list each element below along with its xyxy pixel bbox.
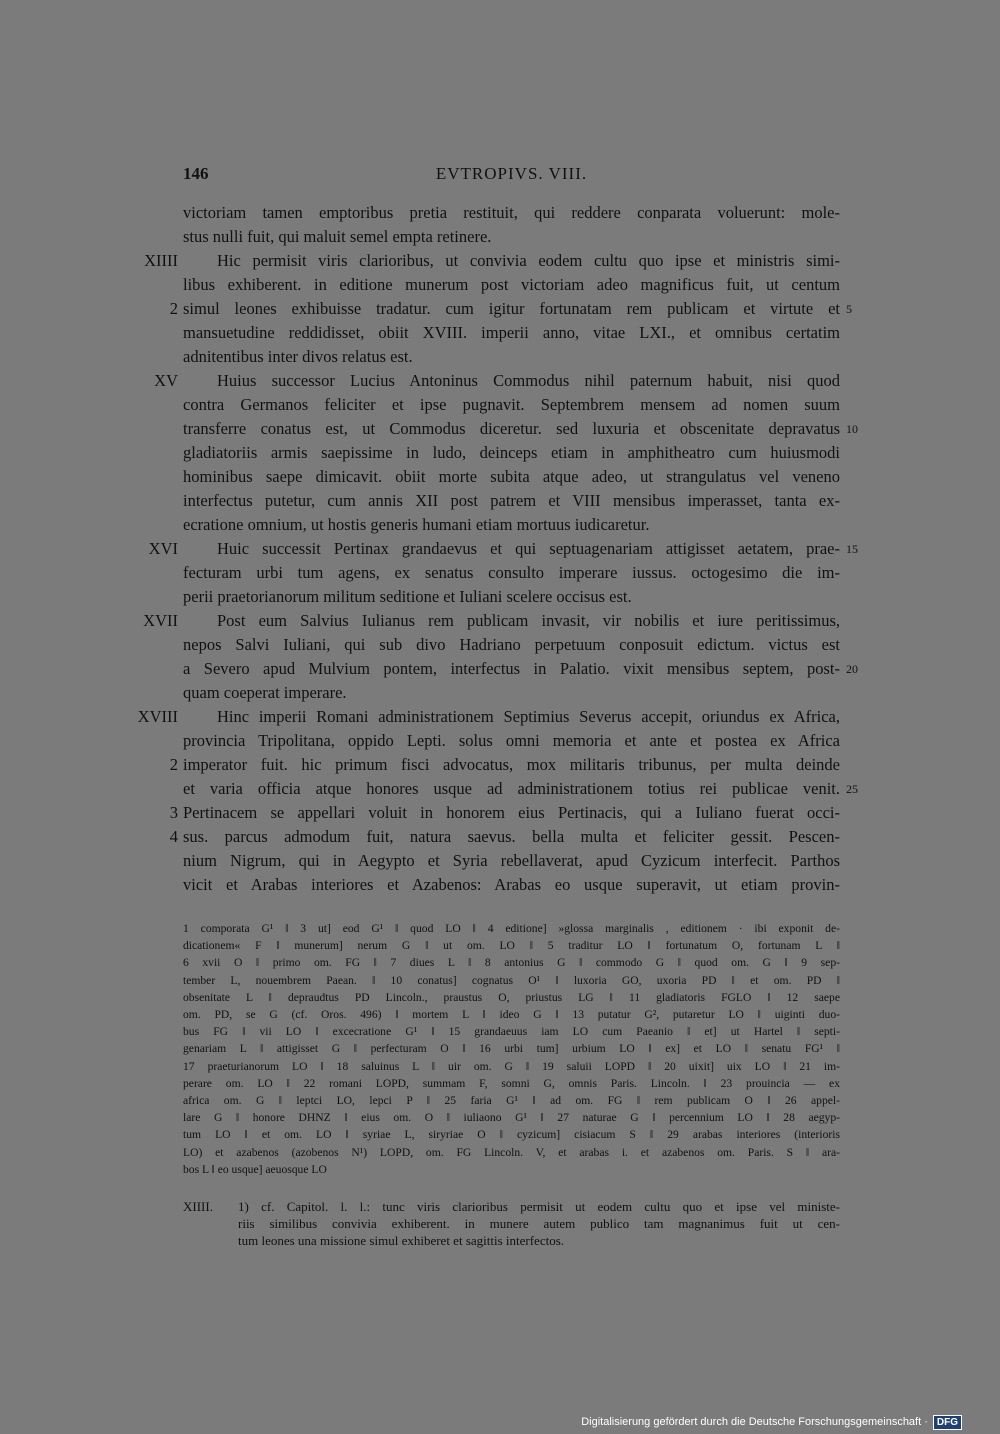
note-chapter-label: XIIII. [183, 1199, 213, 1214]
apparatus-line: bus FG ‖ vii LO ‖ excecratione G¹ ‖ 15 grandaeuus iam LO cum Paeanio ‖ et] ut Hartel ‖ septi- [183, 1025, 840, 1039]
apparatus-line: perare om. LO ‖ 22 romani LOPD, summam F, somni G, omnis Paris. Lincoln. ‖ 23 prouincia — ex [183, 1076, 840, 1090]
text-line: Hic permisit viris clarioribus, ut convivia eodem cultu quo ipse et ministris simi- [217, 251, 840, 270]
apparatus-line: LO) et azabenos (azobenos N¹) LOPD, om. FG Lincoln. V, et arabas i. et azabenos om. Paris. S ‖ ara- [183, 1145, 840, 1159]
text-line: ecratione omnium, ut hostis generis humani etiam mortuus iudicaretur. [183, 515, 650, 534]
text-line: gladiatoriis armis saepissime in ludo, deinceps etiam in amphitheatro cum huiusmodi [183, 443, 840, 462]
chapter-marker: XVI [148, 539, 178, 558]
text-line: simul leones exhibuisse tradatur. cum igitur fortunatam rem publicam et virtute et [183, 299, 840, 318]
apparatus-line: tember L, nouembrem Paean. ‖ 10 conatus] cognatus O¹ ‖ luxoria GO, uxoria PD ‖ et om. PD ‖ [183, 973, 840, 987]
chapter-marker: 3 [169, 803, 178, 822]
text-line: quam coeperat imperare. [183, 683, 347, 702]
text-line: et varia officia atque honores usque ad administrationem totius rei publicae venit. [183, 779, 840, 798]
text-line: stus nulli fuit, qui maluit semel empta retinere. [183, 227, 492, 246]
footer-text: Digitalisierung gefördert durch die Deutsche Forschungsgemeinschaft · [581, 1416, 928, 1428]
text-line: nium Nigrum, qui in Aegypto et Syria rebellaverat, apud Cyzicum interfecit. Parthos [183, 851, 840, 870]
text-line: Pertinacem se appellari voluit in honorem eius Pertinacis, qui a Iuliano fuerat occi- [183, 803, 840, 822]
chapter-marker: 2 [169, 755, 178, 774]
line-number: 10 [846, 422, 858, 436]
text-line: perii praetorianorum militum seditione et Iuliani scelere occisus est. [183, 587, 632, 606]
text-line: mansuetudine reddidisset, obiit XVIII. imperii anno, vitae LXI., et omnibus certatim [183, 323, 840, 342]
text-line: contra Germanos feliciter et ipse pugnavit. Septembrem mensem ad nomen suum [183, 395, 840, 414]
text-line: fecturam urbi tum agens, ex senatus consulto imperare iussus. octogesimo die im- [183, 563, 840, 582]
apparatus-line: africa om. G ‖ leptci LO, lepci P ‖ 25 faria G¹ ‖ ad om. FG ‖ rem publicam O ‖ 26 appel- [183, 1094, 840, 1107]
apparatus-line: dicationem« F ‖ munerum] nerum G ‖ ut om. LO ‖ 5 traditur LO ‖ fortunatum O, fortunam L ‖ [183, 939, 840, 953]
apparatus-line: lare G ‖ honore DHNZ ‖ eius om. O ‖ iuliaono G¹ ‖ 27 naturae G ‖ percennium LO ‖ 28 aegyp- [183, 1111, 840, 1125]
page-number: 146 [183, 164, 209, 183]
text-line: Huic successit Pertinax grandaevus et qui septuagenariam attigisset aetatem, prae- [217, 539, 840, 558]
dfg-logo: DFG [933, 1415, 962, 1430]
apparatus-line: tum LO ‖ et om. LO ‖ syriae L, siryriae O ‖ cyzicum] cisiacum S ‖ 29 arabas interiores (interioris [183, 1128, 840, 1142]
chapter-marker: XV [154, 371, 178, 390]
apparatus-line: 17 praeturianorum LO ‖ 18 saluinus L ‖ uir om. G ‖ 19 saluii LOPD ‖ 20 uixit] uix LO ‖ 21 im- [183, 1059, 840, 1073]
text-line: interfectus putetur, cum annis XII post patrem et VIII mensibus imperasset, tanta ex- [183, 491, 840, 510]
apparatus-line: 1 comporata G¹ ‖ 3 ut] eod G¹ ‖ quod LO ‖ 4 editione] »glossa marginalis , editionem · ibi exponit de- [183, 922, 840, 935]
footer [581, 1415, 962, 1429]
apparatus-line: bos L ‖ eo usque] aeuosque LO [183, 1162, 327, 1176]
text-line: Huius successor Lucius Antoninus Commodus nihil paternum habuit, nisi quod [217, 371, 840, 390]
text-line: a Severo apud Mulvium pontem, interfectus in Palatio. vixit mensibus septem, post- [183, 659, 840, 678]
apparatus-line: om. PD, se G (cf. Oros. 496) ‖ mortem L ‖ ideo G ‖ 13 putatur G², putaretur LO ‖ uiginti duo- [183, 1008, 840, 1021]
line-number: 5 [846, 302, 852, 316]
apparatus-line: genariam L ‖ attigisset G ‖ perfecturam O ‖ 16 urbi tum] urbium LO ‖ ex] et LO ‖ senatu FG¹ ‖ [183, 1042, 840, 1056]
note-line: tum leones una missione simul exhiberet et sagittis interfectos. [238, 1233, 565, 1248]
text-line: nepos Salvi Iuliani, qui sub divo Hadriano perpetuum conposuit edictum. victus est [183, 635, 840, 654]
text-line: transferre conatus est, ut Commodus diceretur. sed luxuria et obscenitate depravatus [183, 419, 840, 438]
text-line: victoriam tamen emptoribus pretia restituit, qui reddere conparata voluerunt: mole- [183, 203, 840, 222]
note-line: 1) cf. Capitol. l. l.: tunc viris clarioribus permisit ut eodem cultu quo et ipse vel ministe- [238, 1199, 840, 1214]
text-line: provincia Tripolitana, oppido Lepti. solus omni memoria et ante et postea ex Africa [183, 731, 840, 750]
line-number: 25 [846, 782, 858, 796]
line-number: 20 [846, 662, 858, 676]
running-title: EVTROPIVS. VIII. [435, 164, 588, 183]
text-line: Hinc imperii Romani administrationem Septimius Severus accepit, oriundus ex Africa, [217, 707, 840, 726]
chapter-marker: 2 [169, 299, 178, 318]
text-line: Post eum Salvius Iulianus rem publicam invasit, vir nobilis et iure peritissimus, [217, 611, 840, 630]
note-line: riis similibus convivia exhiberent. in munere autem publico tam magnanimus fuit ut cen- [238, 1216, 840, 1231]
apparatus-line: obsenitate L ‖ depraudtus PD Lincoln., praustus O, priustus LG ‖ 11 gladiatoris FGLO ‖ 12 saepe [183, 990, 840, 1004]
text-line: sus. parcus admodum fuit, natura saevus. bella multa et feliciter gessit. Pescen- [183, 827, 840, 846]
chapter-marker: XVII [143, 611, 178, 630]
text-line: imperator fuit. hic primum fisci advocatus, mox militaris tribunus, per multa deinde [183, 755, 840, 774]
chapter-marker: XVIII [137, 707, 178, 726]
running-header [183, 164, 840, 188]
text-line: hominibus saepe dimicavit. obiit morte subita atque adeo, ut strangulatus vel veneno [183, 467, 840, 486]
text-line: vicit et Arabas interiores et Azabenos: Arabas eo usque superavit, ut etiam provin- [183, 875, 840, 894]
text-line: adnitentibus inter divos relatus est. [183, 347, 413, 366]
text-line: libus exhiberent. in editione munerum post victoriam adeo magnificus fuit, ut centum [183, 275, 840, 294]
chapter-marker: 4 [169, 827, 178, 846]
chapter-marker: XIIII [144, 251, 178, 270]
apparatus-line: 6 xvii O ‖ primo om. FG ‖ 7 diues L ‖ 8 antonius G ‖ commodo G ‖ quod om. G ‖ 9 sep- [183, 956, 840, 970]
line-number: 15 [846, 542, 858, 556]
